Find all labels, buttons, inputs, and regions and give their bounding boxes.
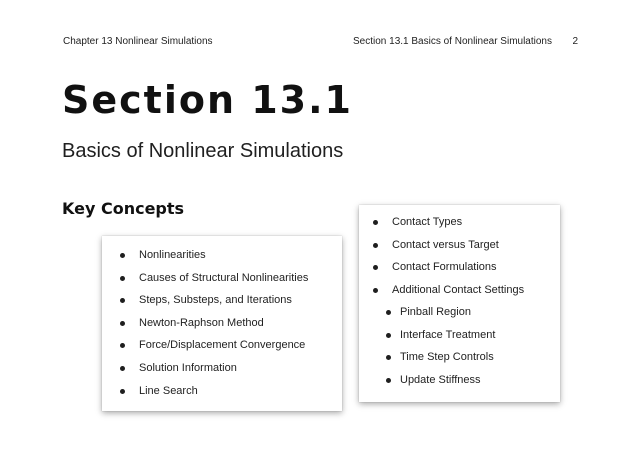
bullet-icon <box>120 276 125 281</box>
bullet-icon <box>120 366 125 371</box>
list-item-label: Nonlinearities <box>139 249 206 261</box>
page-header <box>63 36 578 52</box>
list-item-label: Contact Types <box>392 216 463 228</box>
bullet-icon <box>386 310 391 315</box>
list-item-label: Line Search <box>139 384 198 397</box>
bullet-icon <box>120 321 125 326</box>
bullet-icon <box>373 265 378 270</box>
right-concepts-list <box>373 215 524 305</box>
page-subtitle: Basics of Nonlinear Simulations <box>62 140 344 162</box>
list-item-label: Force/Displacement Convergence <box>139 339 306 352</box>
bullet-icon <box>120 298 125 303</box>
list-item <box>120 248 308 271</box>
list-item <box>373 215 524 238</box>
bullet-icon <box>120 253 125 258</box>
chapter-label: Chapter 13 Nonlinear Simulations <box>63 36 213 47</box>
list-item-label: Causes of Structural Nonlinearities <box>139 271 309 284</box>
list-item <box>386 373 495 396</box>
list-item-label: Time Step Controls <box>400 351 494 364</box>
list-item <box>120 361 308 384</box>
list-item <box>120 271 308 294</box>
bullet-icon <box>120 389 125 394</box>
list-item <box>120 293 308 316</box>
bullet-icon <box>373 220 378 225</box>
list-item-label: Interface Treatment <box>400 328 496 341</box>
page-number: 2 <box>572 36 578 47</box>
list-item <box>373 238 524 261</box>
page-title: Section 13.1 <box>62 78 354 122</box>
right-concepts-sublist <box>386 305 495 395</box>
list-item-label: Newton-Raphson Method <box>139 316 264 329</box>
bullet-icon <box>386 355 391 360</box>
list-item <box>386 350 495 373</box>
list-item <box>120 384 308 407</box>
key-concepts-card-left <box>102 236 342 411</box>
bullet-icon <box>120 343 125 348</box>
list-item-label: Contact versus Target <box>392 238 499 251</box>
bullet-icon <box>386 333 391 338</box>
list-item-label: Update Stiffness <box>400 373 481 386</box>
bullet-icon <box>373 243 378 248</box>
list-item <box>386 305 495 328</box>
key-concepts-card-right <box>359 205 560 402</box>
bullet-icon <box>373 288 378 293</box>
list-item-label: Contact Formulations <box>392 261 497 274</box>
list-item-label: Additional Contact Settings <box>392 283 525 296</box>
bullet-icon <box>386 378 391 383</box>
list-item-label: Pinball Region <box>400 306 471 318</box>
list-item <box>373 260 524 283</box>
list-item <box>386 328 495 351</box>
list-item-label: Solution Information <box>139 361 237 374</box>
list-item <box>120 316 308 339</box>
list-item <box>120 338 308 361</box>
list-item <box>373 283 524 306</box>
section-label: Section 13.1 Basics of Nonlinear Simulations <box>353 36 552 47</box>
left-concepts-list <box>120 248 308 406</box>
key-concepts-heading: Key Concepts <box>62 199 185 218</box>
list-item-label: Steps, Substeps, and Iterations <box>139 294 292 307</box>
